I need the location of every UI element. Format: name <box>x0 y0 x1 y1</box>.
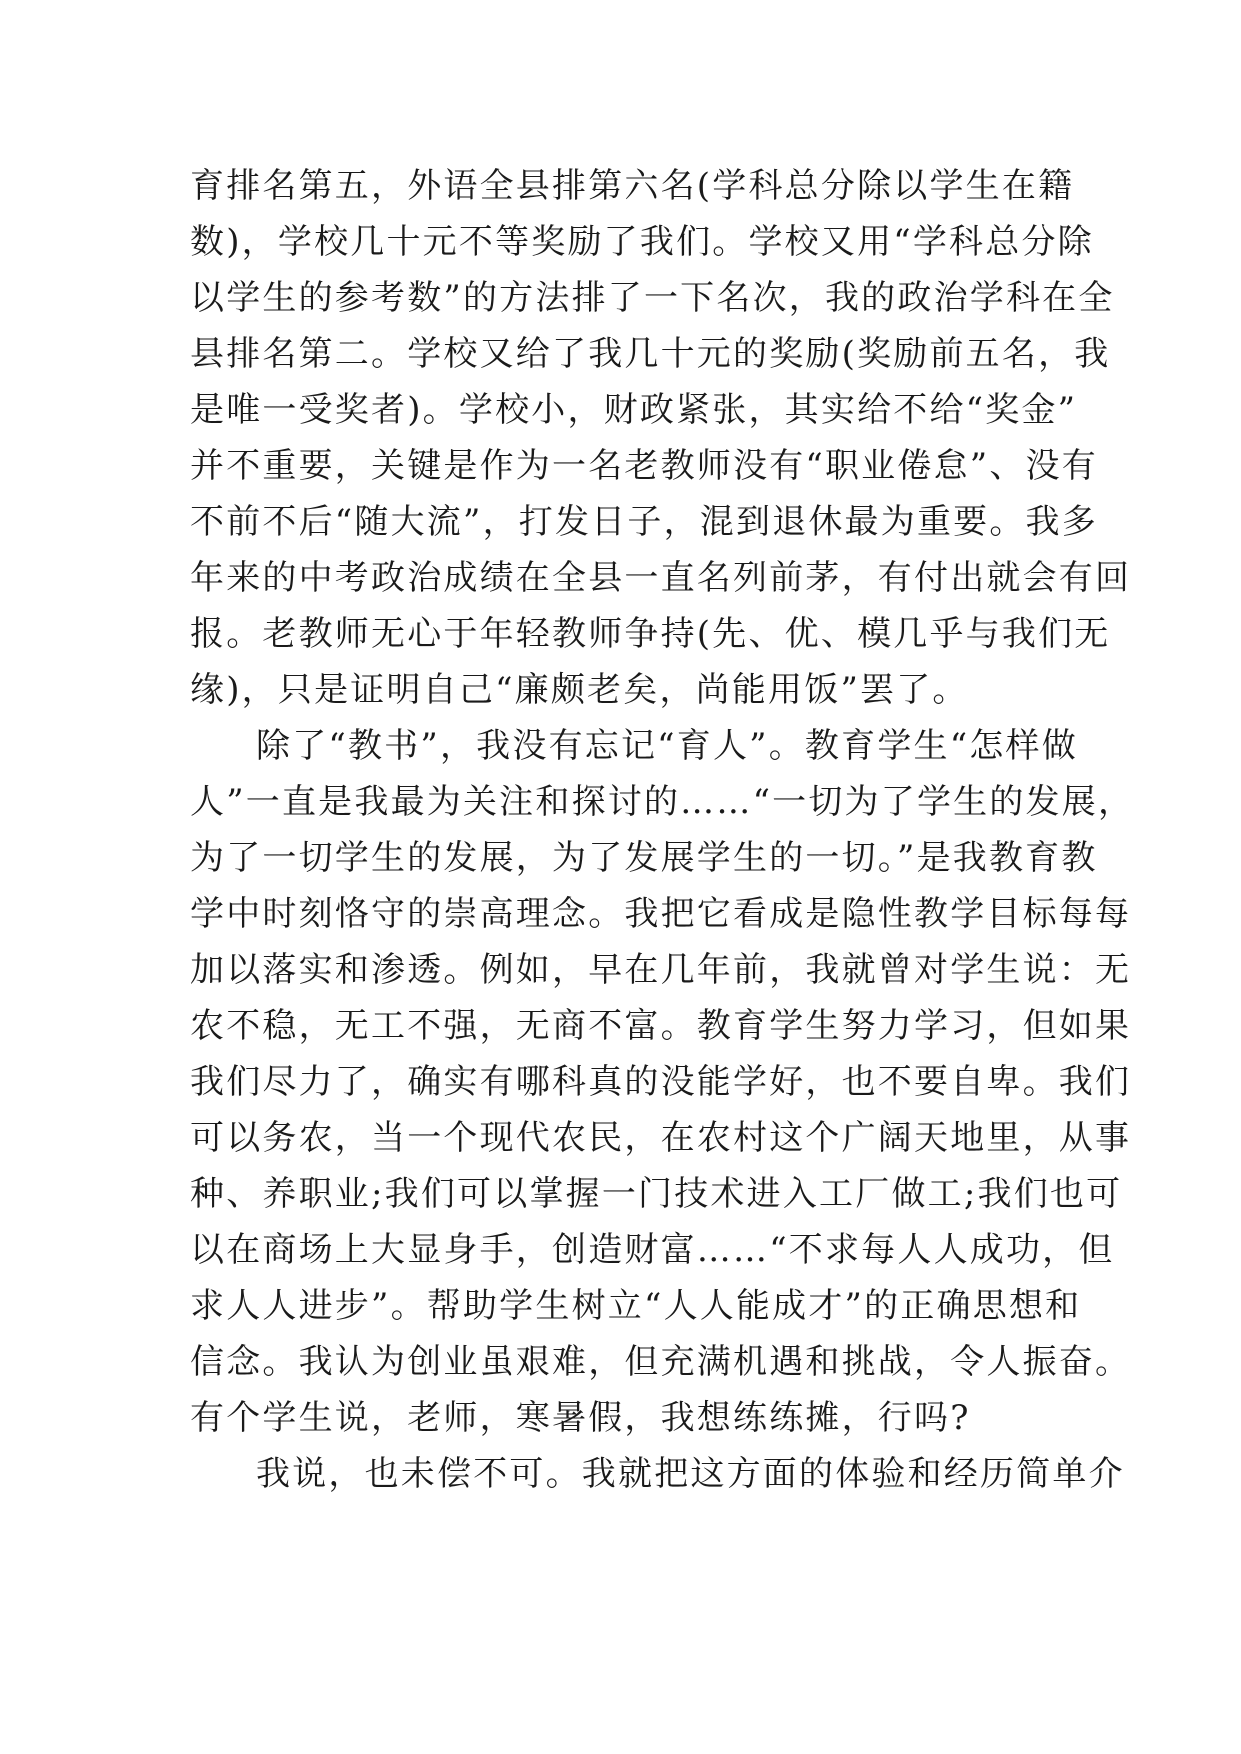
text-line: 是唯一受奖者)。学校小，财政紧张，其实给不给“奖金” <box>190 390 1078 430</box>
text-line: 不前不后“随大流”，打发日子，混到退休最为重要。我多 <box>190 502 1098 542</box>
text-line: 县排名第二。学校又给了我几十元的奖励(奖励前五名，我 <box>190 334 1111 374</box>
text-line: 求人人进步”。帮助学生树立“人人能成才”的正确思想和 <box>190 1286 1082 1326</box>
text-line: 农不稳，无工不强，无商不富。教育学生努力学习，但如果 <box>190 1006 1132 1046</box>
text-line: 我们尽力了，确实有哪科真的没能学好，也不要自卑。我们 <box>190 1062 1132 1102</box>
text-line: 为了一切学生的发展，为了发展学生的一切。”是我教育教 <box>190 838 1098 878</box>
text-line: 加以落实和渗透。例如，早在几年前，我就曾对学生说：无 <box>190 950 1132 990</box>
text-line: 人”一直是我最为关注和探讨的……“一切为了学生的发展， <box>190 782 1135 822</box>
text-line: 报。老教师无心于年轻教师争持(先、优、模几乎与我们无 <box>190 614 1111 654</box>
text-line: 信念。我认为创业虽艰难，但充满机遇和挑战，令人振奋。 <box>190 1342 1132 1382</box>
text-line: 缘)，只是证明自己“廉颇老矣，尚能用饭”罢了。 <box>190 670 969 710</box>
text-line: 育排名第五，外语全县排第六名(学科总分除以学生在籍 <box>190 166 1075 206</box>
text-line: 并不重要，关键是作为一名老教师没有“职业倦怠”、没有 <box>190 446 1098 486</box>
text-line: 可以务农，当一个现代农民，在农村这个广阔天地里，从事 <box>190 1118 1132 1158</box>
text-line: 以学生的参考数”的方法排了一下名次，我的政治学科在全 <box>190 278 1115 318</box>
text-line: 种、养职业;我们可以掌握一门技术进入工厂做工;我们也可 <box>190 1174 1123 1214</box>
text-line: 有个学生说，老师，寒暑假，我想练练摊，行吗? <box>190 1398 971 1438</box>
paragraph-start-line: 我说，也未偿不可。我就把这方面的体验和经历简单介 <box>256 1454 1125 1494</box>
text-line: 年来的中考政治成绩在全县一直名列前茅，有付出就会有回 <box>190 558 1132 598</box>
text-line: 以在商场上大显身手，创造财富……“不求每人人成功，但 <box>190 1230 1115 1270</box>
text-line: 数)，学校几十元不等奖励了我们。学校又用“学科总分除 <box>190 222 1094 262</box>
paragraph-start-line: 除了“教书”，我没有忘记“育人”。教育学生“怎样做 <box>256 726 1078 766</box>
text-line: 学中时刻恪守的崇高理念。我把它看成是隐性教学目标每每 <box>190 894 1132 934</box>
